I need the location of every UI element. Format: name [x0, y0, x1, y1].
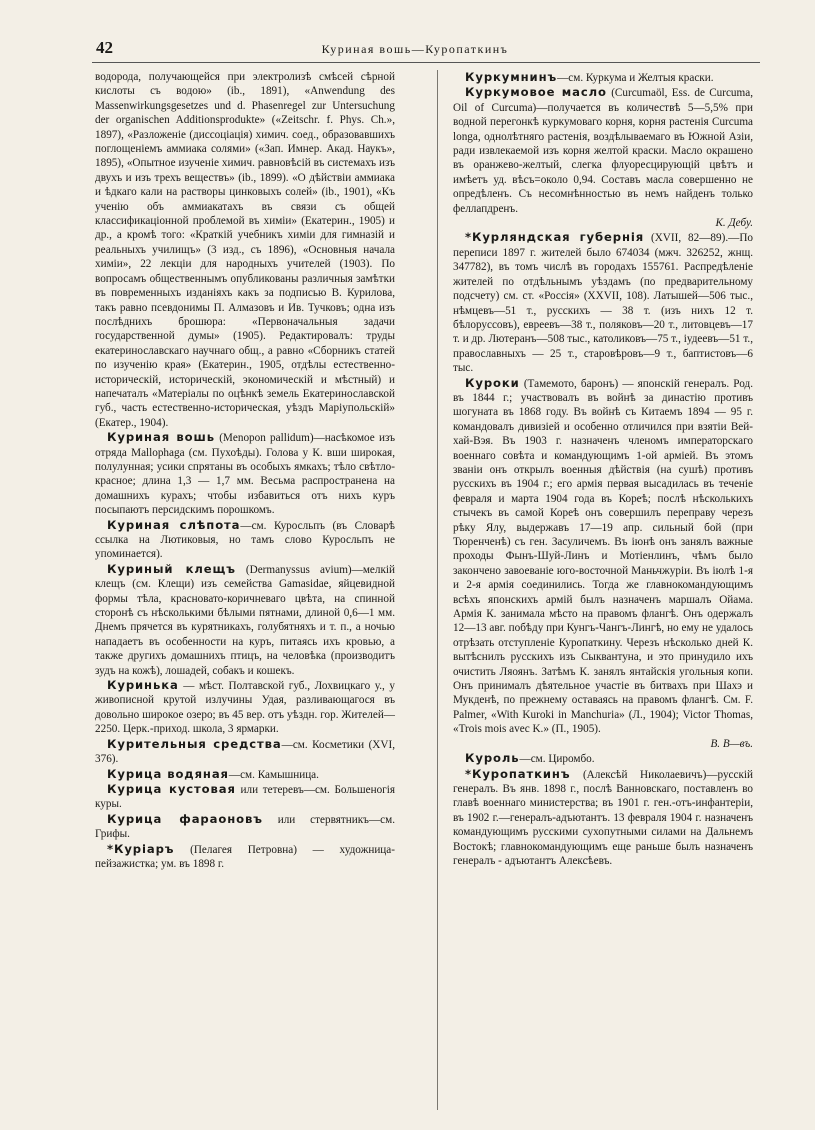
entry-куропаткинъ [453, 767, 753, 869]
entry-куриная-вошь [95, 430, 395, 517]
entry-text: (XVII, 82—89).—По переписи 1897 г. жителей было 674034 (мжч. 326252, жнщ. 347782), въ томъ числѣ въ городахъ 155761. Распредѣленіе жителей по отдѣльнымъ уѣздамъ (по предварительному подсчету) см. ст. «Россія» (XXVII, 108). Латышей—506 тыс., нѣмцевъ—51 т., русскихъ — 38 т. (изъ нихъ 12 т. бѣлоруссовъ), евреевъ—38 т., поляковъ—20 т., литовцевъ—17 т. и др. Лютеранъ—508 тыс., католиковъ—75 т., іудеевъ—51 т., православныхъ — 25 т., старовѣровъ—9 т., баптистовъ—6 тыс. [453, 232, 753, 375]
running-head: Куриная вошь—Куропаткинъ [321, 42, 509, 56]
entry-headword: Куриная вошь [107, 430, 215, 445]
entry-headword: Куринька [107, 678, 179, 693]
entry-text: водорода, получающейся при электролизѣ смѣсей сѣрной кислоты съ водою» (ib., 1891), «Anwendung des Massenwirkungsgesetzes und d. Phasenregel zur Untersuchung der organischen Additionsprodukte» («Zeitschr. f. Phys. Ch.», 1897), «Разложеніе (диссоціація) химич. соед., образовавшихъ поглощеніемъ аммиака солями» («Зап. Имнер. Акад. Наукъ», 1895), «Опытное изученіе химич. равновѣсій въ системахъ изъ двухъ и изъ трехъ веществъ» (ib., 1899). «О дѣйствіи аммиака и ѣдкаго кали на растворы цинковыхъ солей» (ib., 1901), «Къ ученію объ аммиакатахъ въ связи съ общей классификаціонной проблемой въ химіи» (Екатерин., 1905) и др., а кромѣ того: «Краткій учебникъ химіи для гимназій и реальныхъ училищъ» (3 изд., съ 1896), «Основныя начала химіи», 22 лекціи для народныхъ учителей (1903). По вопросамъ общественнымъ опубликованы различныя замѣтки въ повременныхъ изданіяхъ какъ за подписью В. Курилова, такъ равно псевдонимы П. Алмазовъ и Ив. Тучковъ; одна изъ послѣднихъ брошюра: «Первоначальныя задачи государственной думы» (1905). Редактировалъ: труды екатеринославскаго научнаго общ., а равно «Сборникъ статей по изученію края» (Екатерин., 1905, отдѣлы естественно-историческій, историческій, экономическій и мѣстный) и напечаталъ «Матеріалы по оцѣнкѣ земель Екатеринославской губ., часть естественно-историческая, уѣздъ Маріупольскій» (Екатер., 1904). [95, 71, 395, 429]
author-signature: К. Дебу. [715, 217, 753, 230]
page-number: 42 [96, 38, 113, 57]
entry-headword: Курица водяная [107, 766, 229, 781]
entry-headword: Куроки [465, 375, 520, 390]
entry-headword: Куриный клещъ [107, 561, 236, 576]
author-signature: В. В—въ. [710, 737, 753, 750]
page-header [70, 36, 760, 60]
entry-куроль [453, 751, 753, 766]
entry-headword: Курица фараоновъ [107, 811, 263, 826]
entry-headword: *Куріаръ [107, 841, 175, 856]
entry-курица-фараоновъ [95, 812, 395, 842]
left-column [95, 70, 395, 871]
entry-text: —см. Циромбо. [519, 753, 595, 766]
entry-headword: Куриная слѣпота [107, 517, 241, 532]
entry-headword: *Куропаткинъ [465, 766, 571, 781]
entry-куриная-слѣпота [95, 518, 395, 562]
entry-куриный-клещъ [95, 562, 395, 678]
entry-text: — мѣст. Полтавской губ., Лохвицкаго у., у живописной крутой излучины Удая, разливающагося въ довольно широкое озеро; въ 45 вер. отъ уѣздн. гор. Жителей—2250. Церк.-приход. школа, 3 ярмарки. [95, 680, 395, 736]
entry-text: —см. Куросльпъ (въ Словарѣ ссылка на Лютиковыя, но тамъ слово Куросльпъ не упоминается). [95, 519, 395, 561]
entry-text: (Алексѣй Николаевичъ)—русскій генералъ. Въ янв. 1898 г., послѣ Ванновскаго, поставленъ во главѣ военнаго министерства; въ 1901 г. ген.-отъ-инфантеріи, въ 1902 г.—генералъ-адъютантъ. 13 февраля 1904 г. назначенъ командующимъ русскими сухопутными силами на Дальнемъ Востокѣ; главнокомандующимъ еще раньше былъ назначенъ генералъ - адъютантъ Алексѣевъ. [453, 768, 753, 867]
entry-курица-кустовая [95, 782, 395, 812]
entry-headword: Куроль [465, 751, 520, 766]
entry-курляндская-губернія [453, 230, 753, 375]
header-rule [92, 62, 760, 63]
entry-headword: Куркумовое масло [465, 85, 607, 100]
entry-headword: Курительныя средства [107, 736, 282, 751]
right-column [453, 70, 753, 868]
entry-куроки [453, 376, 753, 752]
entry-text: —см. Куркума и Желтыя краски. [557, 72, 714, 84]
entry-text: —см. Камышница. [228, 768, 319, 781]
entry-text: (Пелагея Петровна) — художница-пейзажистка; ум. въ 1898 г. [95, 843, 395, 870]
entry-text: (Curcumaöl, Ess. de Curcuma, Oil of Curcuma)—получается въ количествѣ 5—5,5% при водной перегонкѣ куркумоваго корня, корня растенія Curcuma longa, однолѣтняго растенія, воздѣлываемаго въ Южной Азіи, ради извлекаемой изъ корня желтой краски. Масло окрашено въ оранжево-желтый, слегка флуоресцирующій цвѣтъ и имѣетъ уд. вѣсъ=около 0,94. Составъ масла совершенно не опредѣленъ. Съ несомнѣнностью въ немъ найденъ только феллапдренъ. [453, 87, 753, 215]
entry-text: или стервятникъ—см. Грифы. [95, 813, 395, 841]
entry-headword: Курица кустовая [107, 781, 236, 796]
entry-курительныя-средства [95, 737, 395, 767]
entry-text: —см. Косметики (XVI, 376). [95, 738, 395, 766]
entry-headword: Куркумнинъ [465, 70, 558, 84]
entry-text: (Тамемото, баронъ) — японскій генералъ. Род. въ 1844 г.; участвовалъ въ войнѣ за династію противъ шогуната въ 1868 году. Въ войнѣ съ Китаемъ 1894 — 95 г. командовалъ дивизіей и особенно отличился при взятіи Вей-хай-Вэя. Въ 1903 г. назначенъ членомъ императорскаго военнаго совѣта и командующимъ 1-ой арміей. Въ этомъ званіи онъ открылъ военныя дѣйствія (на сушѣ) противъ русскихъ въ 1904 г.; его армія первая высадилась въ теченіе февраля и марта 1904 года въ Кореѣ; послѣ нѣсколькихъ стычекъ въ самой Кореѣ онъ совершилъ переправу черезъ рѣку Ялу, выдержавъ 17—19 апр. сильный бой (при Тюренченѣ) съ ген. Засуличемъ. Въ іюнѣ онъ занялъ важные проходы Фынъ-Шуй-Линъ и Мотіенлинъ, чѣмъ было закончено завоеваніе юго-восточной Маньчжуріи. Въ іюлѣ 1-я и 2-я армія соединились. Тогда же главнокомандующимъ всѣхъ японскихъ армій былъ назначенъ маршалъ Ойама. Армія К. занимала мѣсто на правомъ флангѣ. Онъ одержалъ 12—13 авг. побѣду при Кунгъ-Чангъ-Лингѣ, но ему не удалось отрѣзать отступленіе Куропаткину. Черезъ нѣсколько дней К. вытѣснилъ русскихъ изъ Сыквантуна, и это принудило ихъ очистить Ляоянъ. Затѣмъ К. занялъ янтайскія угольныя копи. Онъ принималъ дѣятельное участіе въ битвахъ при Шахэ и Мукденѣ, по прежнему оставаясь на правомъ флангѣ. См. F. Palmer, «With Kuroki in Manchuria» (Л., 1904); Victor Thomas, «Trois mois avec K.» (П., 1905). [453, 377, 753, 736]
entry-text: или тетеревъ—см. Большеногія куры. [95, 783, 396, 811]
entry-куринька [95, 678, 395, 737]
column-divider [437, 70, 438, 1110]
entry-куркумовое-масло [453, 85, 753, 230]
continued-text [95, 70, 395, 430]
entry-курица-водяная [95, 767, 395, 782]
entry-куріаръ [95, 842, 395, 872]
entry-headword: *Курляндская губернія [465, 230, 645, 245]
entry-text: (Menopon pallidum)—насѣкомое изъ отряда Mallophaga (см. Пухоѣды). Голова у К. вши широкая, полулунная; усики спрятаны въ особыхъ ямкахъ; тѣло свѣтло-красное; длина 1,3 — 1,7 мм. Весьма распространена на домашнихъ курахъ; чтобы избавиться отъ нихъ куръ посыпаютъ персидскимъ порошкомъ. [95, 432, 395, 517]
entry-text: (Dermanyssus avium)—мелкій клещъ (см. Клещи) изъ семейства Gamasidae, яйцевидной формы тѣла, красновато-коричневаго цвѣта, на спинной сторонѣ съ нѣсколькими бѣлыми пятнами, длиной 0,6—1 мм. Днемъ прячется въ курятникахъ, голубятняхъ и т. п., а ночью нападаетъ въ особенности на куръ, питаясь ихъ кровью, а также другихъ домашнихъ птицъ, на человѣка (производитъ зудъ на кожѣ), лошадей, собакъ и кошекъ. [95, 563, 395, 677]
entry-куркумнинъ [453, 70, 753, 85]
